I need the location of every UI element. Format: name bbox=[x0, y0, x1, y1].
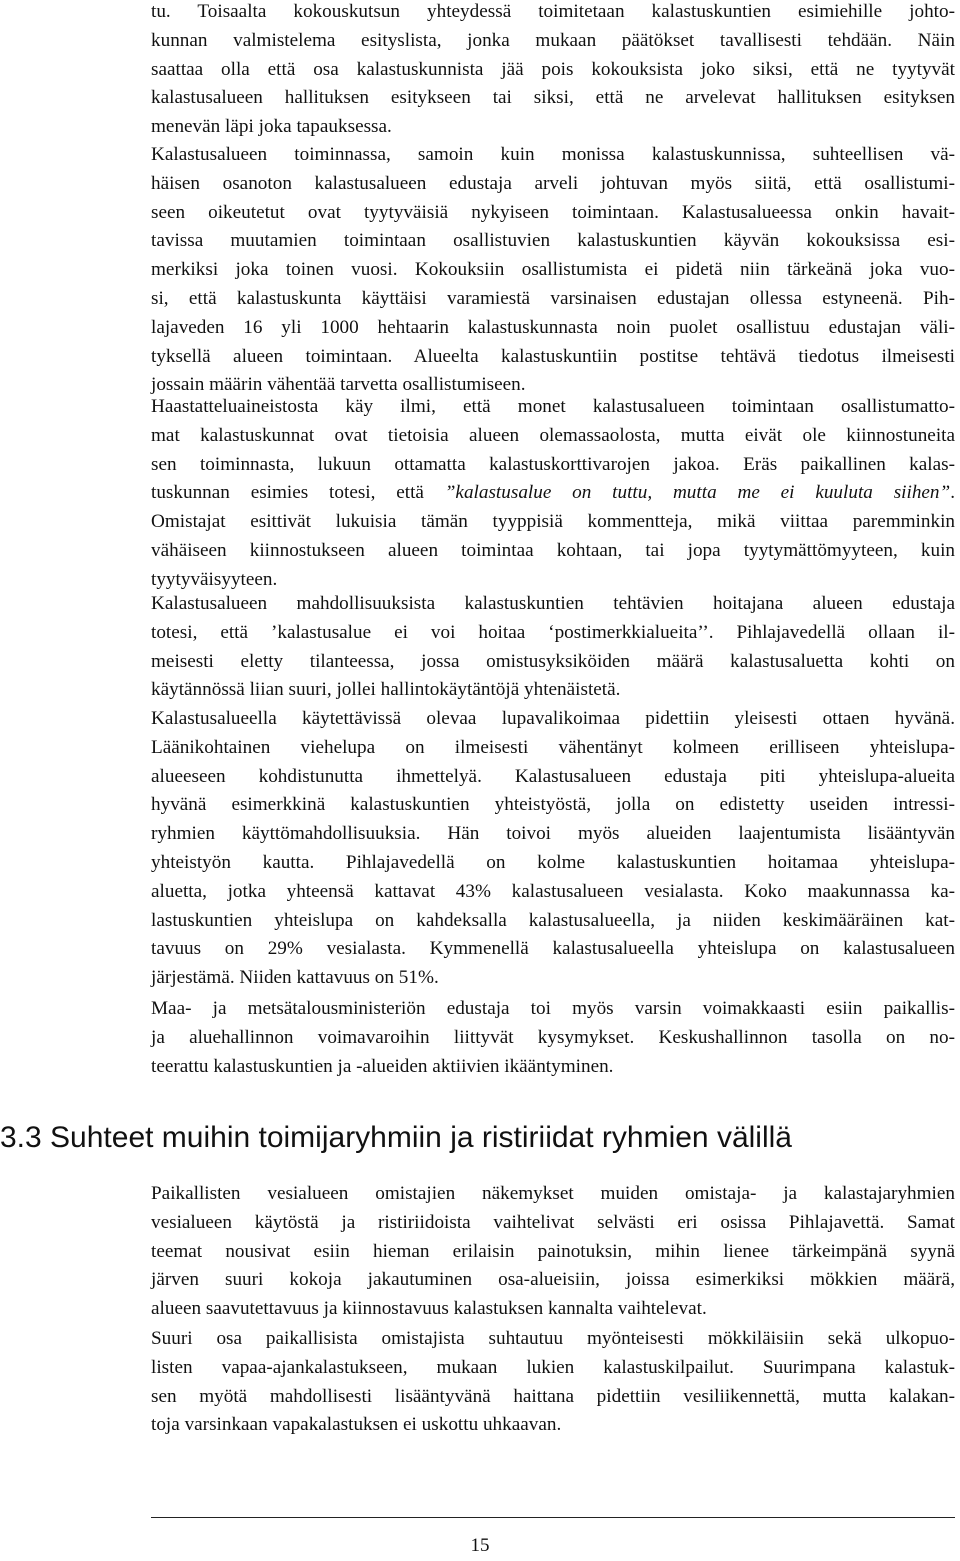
quoted-phrase: ”kalastusalue on tuttu, mutta me ei kuuluta siihen” bbox=[444, 482, 951, 504]
text-line: kunnan valmistelema esityslista, jonka mukaan päätökset tavallisesti tehdään. Näin bbox=[151, 29, 955, 51]
footer-divider bbox=[151, 1517, 955, 1518]
paragraph-3 bbox=[151, 393, 955, 595]
text-fragment: tuskunnan esimies totesi, että bbox=[151, 482, 445, 504]
text-line: toja varsinkaan vapakalastuksen ei uskottu uhkaavan. bbox=[151, 1414, 562, 1436]
text-line: vähäiseen kiinnostukseen alueen toimintaa kohtaan, tai jopa tyytymättömyyteen, kuin bbox=[151, 539, 955, 561]
text-line: sen toiminnasta, lukuun ottamatta kalastuskorttivarojen jakoa. Eräs paikallinen kalas- bbox=[151, 453, 955, 475]
text-line: Kalastusalueella käytettävissä olevaa lupavalikoimaa pidettiin yleisesti ottaen hyvänä. bbox=[151, 708, 955, 729]
text-line: Kalastusalueen toiminnassa, samoin kuin monissa kalastuskunnissa, suhteellisen vä- bbox=[151, 144, 955, 165]
paragraph-6 bbox=[151, 995, 955, 1081]
text-line-with-quote bbox=[151, 479, 955, 508]
text-line: yhteistyön kautta. Pihlajavedellä on kolme kalastuskuntien hoitamaa yhteislupa- bbox=[151, 851, 955, 873]
section-paragraph-1 bbox=[151, 1180, 955, 1324]
text-line: kalastusalueen hallituksen esitykseen tai siksi, että ne arvelevat hallituksen esityksen bbox=[151, 87, 955, 109]
text-line: aluetta, jotka yhteensä kattavat 43% kalastusalueen vesialasta. Koko maakunnassa ka- bbox=[151, 880, 955, 902]
text-line: ja aluehallinnon voimavaroihin liittyvät kysymykset. Keskushallinnon tasolla on no- bbox=[151, 1026, 955, 1048]
text-line: alueen saavutettavuus ja kiinnostavuus kalastuksen kannalta vaihtelevat. bbox=[151, 1298, 707, 1320]
text-line: järjestämä. Niiden kattavuus on 51%. bbox=[151, 967, 439, 989]
text-line: seen oikeutetut ovat tyytyväisiä nykyiseen toimintaan. Kalastusalueessa onkin havait- bbox=[151, 201, 955, 223]
text-line: totesi, että ’kalastusalue ei voi hoitaa ‘postimerkkialueita’’. Pihlajavedellä ollaan il- bbox=[151, 621, 955, 643]
text-line: Kalastusalueen mahdollisuuksista kalastuskuntien tehtävien hoitajana alueen edustaja bbox=[151, 593, 955, 614]
text-line: teemat nousivat esiin hieman erilaisin painotuksin, mihin lienee tärkeimpänä syynä bbox=[151, 1240, 955, 1262]
text-line: sen myötä mahdollisesti lisääntyvänä haittana pidettiin vesiliikennettä, mutta kalakan- bbox=[151, 1385, 955, 1407]
text-fragment: . bbox=[950, 482, 955, 504]
text-line: Haastatteluaineistosta käy ilmi, että monet kalastusalueen toimintaan osallistumatto- bbox=[151, 396, 955, 417]
text-line: lastuskuntien yhteislupa on kahdeksalla kalastusalueella, ja niiden keskimääräinen kat- bbox=[151, 909, 955, 931]
paragraph-5 bbox=[151, 705, 955, 993]
text-line: tavissa muutamien toimintaan osallistuvien kalastuskuntien käyvän kokouksissa esi- bbox=[151, 230, 955, 252]
text-line: järven suuri kokoja jakautuminen osa-alueisiin, joissa esimerkiksi mökkien määrä, bbox=[151, 1269, 955, 1291]
text-line: käytännössä liian suuri, jollei hallintokäytäntöjä yhtenäistetä. bbox=[151, 679, 621, 701]
text-line: teerattu kalastuskuntien ja -alueiden aktiivien ikääntyminen. bbox=[151, 1055, 614, 1077]
text-line: tyksellä alueen toimintaan. Alueelta kalastuskuntiin postitse tehtävä tiedotus ilmeisesti bbox=[151, 345, 955, 367]
section-heading: 3.3 Suhteet muihin toimijaryhmiin ja ristiriidat ryhmien välillä bbox=[0, 1121, 792, 1154]
text-line: si, että kalastuskunta käyttäisi varamiestä varsinaisen edustajan ollessa estyneenä. Pih- bbox=[151, 287, 955, 309]
text-line: ryhmien käyttömahdollisuuksia. Hän toivoi myös alueiden laajentumista lisääntyvän bbox=[151, 823, 955, 845]
text-line: tavuus on 29% vesialasta. Kymmenellä kalastusalueella yhteislupa on kalastusalueen bbox=[151, 938, 955, 960]
text-line: mat kalastuskunnat ovat tietoisia alueen olemassaolosta, mutta eivät ole kiinnostuneita bbox=[151, 424, 955, 446]
text-line: jossain määrin vähentää tarvetta osallistumiseen. bbox=[151, 374, 526, 396]
paragraph-2 bbox=[151, 141, 955, 400]
text-line: Paikallisten vesialueen omistajien näkemykset muiden omistaja- ja kalastajaryhmien bbox=[151, 1183, 955, 1204]
text-line: alueeseen kohdistunutta ihmettelyä. Kalastusalueen edustaja piti yhteislupa-alueita bbox=[151, 765, 955, 787]
text-line: listen vapaa-ajankalastukseen, mukaan lukien kalastuskilpailut. Suurimpana kalastuk- bbox=[151, 1356, 955, 1378]
paragraph-1 bbox=[151, 0, 955, 142]
text-line: Suuri osa paikallisista omistajista suhtautuu myönteisesti mökkiläisiin sekä ulkopuo- bbox=[151, 1328, 955, 1349]
page-number: 15 bbox=[470, 1535, 490, 1556]
text-line: saattaa olla että osa kalastuskunnista jää pois kokouksista joko siksi, että ne tyytyvät bbox=[151, 58, 955, 80]
text-line: Läänikohtainen viehelupa on ilmeisesti vähentänyt kolmeen erilliseen yhteislupa- bbox=[151, 736, 955, 758]
text-line: menevän läpi joka tapauksessa. bbox=[151, 116, 392, 138]
text-line: lajaveden 16 yli 1000 hehtaarin kalastuskunnasta noin puolet osallistuu edustajan väli- bbox=[151, 316, 955, 338]
text-line: merkiksi joka toinen vuosi. Kokouksiin osallistumista ei pidetä niin tärkeänä joka vuo- bbox=[151, 259, 955, 281]
text-line: hyvänä esimerkkinä kalastuskuntien yhteistyöstä, jolla on edistetty useiden intressi- bbox=[151, 794, 955, 816]
section-paragraph-2 bbox=[151, 1325, 955, 1440]
text-line: meisesti eletty tilanteessa, jossa omistusyksiköiden määrä kalastusaluetta kohti on bbox=[151, 650, 955, 672]
text-line: häisen osanoton kalastusalueen edustaja arveli johtuvan myös siitä, että osallistumi- bbox=[151, 172, 955, 194]
text-line: vesialueen käytöstä ja ristiriidoista vaihtelivat selvästi eri osissa Pihlajavettä. Samat bbox=[151, 1211, 955, 1233]
text-line: Maa- ja metsätalousministeriön edustaja toi myös varsin voimakkaasti esiin paikallis- bbox=[151, 998, 955, 1019]
paragraph-4 bbox=[151, 590, 955, 705]
text-line: tu. Toisaalta kokouskutsun yhteydessä toimitetaan kalastuskuntien esimiehille johto- bbox=[151, 1, 955, 22]
text-line: tyytyväisyyteen. bbox=[151, 568, 278, 590]
text-line: Omistajat esittivät lukuisia tämän tyyppisiä kommentteja, mikä viittaa paremminkin bbox=[151, 511, 955, 533]
